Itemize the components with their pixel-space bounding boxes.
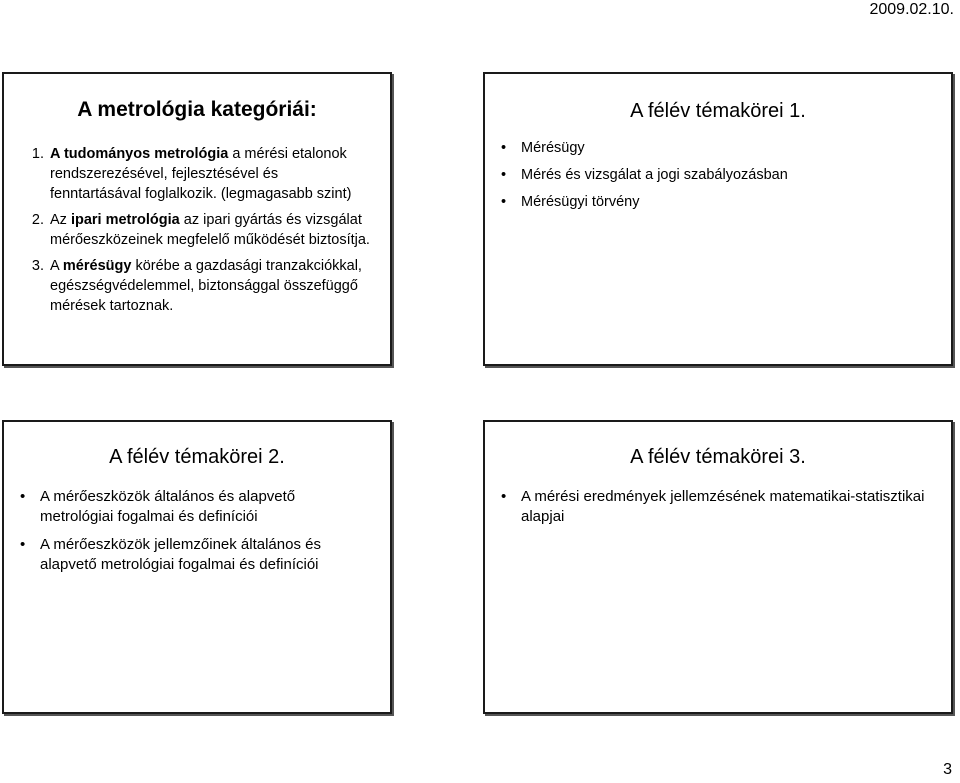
- list-item: • A mérési eredmények jellemzésének matematikai-statisztikai alapjai: [521, 487, 933, 527]
- slide-topics-3: [483, 420, 953, 714]
- item-text: a mérési etalonok rendszerezésével, fejlesztésével és fenntartásával foglalkozik. (legmagasabb szint): [50, 146, 352, 202]
- slide-topics-2: [2, 420, 392, 714]
- bullet-list: [4, 487, 390, 575]
- item-prefix: Az: [50, 212, 71, 228]
- bullet-list: [485, 487, 951, 527]
- list-item: • Mérésügyi törvény: [521, 193, 933, 212]
- bold-term: ipari metrológia: [70, 212, 180, 228]
- slide-title: A félév témakörei 3.: [630, 446, 806, 468]
- bold-term: mérésügy: [62, 258, 132, 274]
- slide-topics-1: [483, 72, 953, 366]
- item-text: az ipari gyártás és vizsgálat mérőeszközeinek megfelelő működését biztosítja.: [50, 212, 370, 248]
- bullet-list: [485, 139, 951, 212]
- list-item: [48, 144, 370, 204]
- numbered-list: [4, 144, 390, 316]
- slide-title: A metrológia kategóriái:: [77, 98, 317, 121]
- list-item: • A mérőeszközök általános és alapvető metrológiai fogalmai és definíciói: [40, 487, 372, 527]
- item-prefix: A: [50, 258, 63, 274]
- list-item: • A mérőeszközök jellemzőinek általános és alapvető metrológiai fogalmai és definíciói: [40, 535, 372, 575]
- page-number: 3: [943, 761, 952, 778]
- list-item: • Mérésügy: [521, 139, 933, 158]
- slide-title: A félév témakörei 1.: [630, 100, 806, 122]
- slide-title: A félév témakörei 2.: [109, 446, 285, 468]
- date-header: 2009.02.10.: [869, 1, 954, 18]
- list-item: [48, 210, 370, 250]
- list-item: • Mérés és vizsgálat a jogi szabályozásban: [521, 166, 933, 185]
- list-item: [48, 256, 370, 316]
- item-text: körébe a gazdasági tranzakciókkal, egészségvédelemmel, biztonsággal összefüggő mérések tartoznak.: [50, 258, 362, 314]
- slide-metrology-categories: [2, 72, 392, 366]
- bold-term: A tudományos metrológia: [50, 146, 229, 162]
